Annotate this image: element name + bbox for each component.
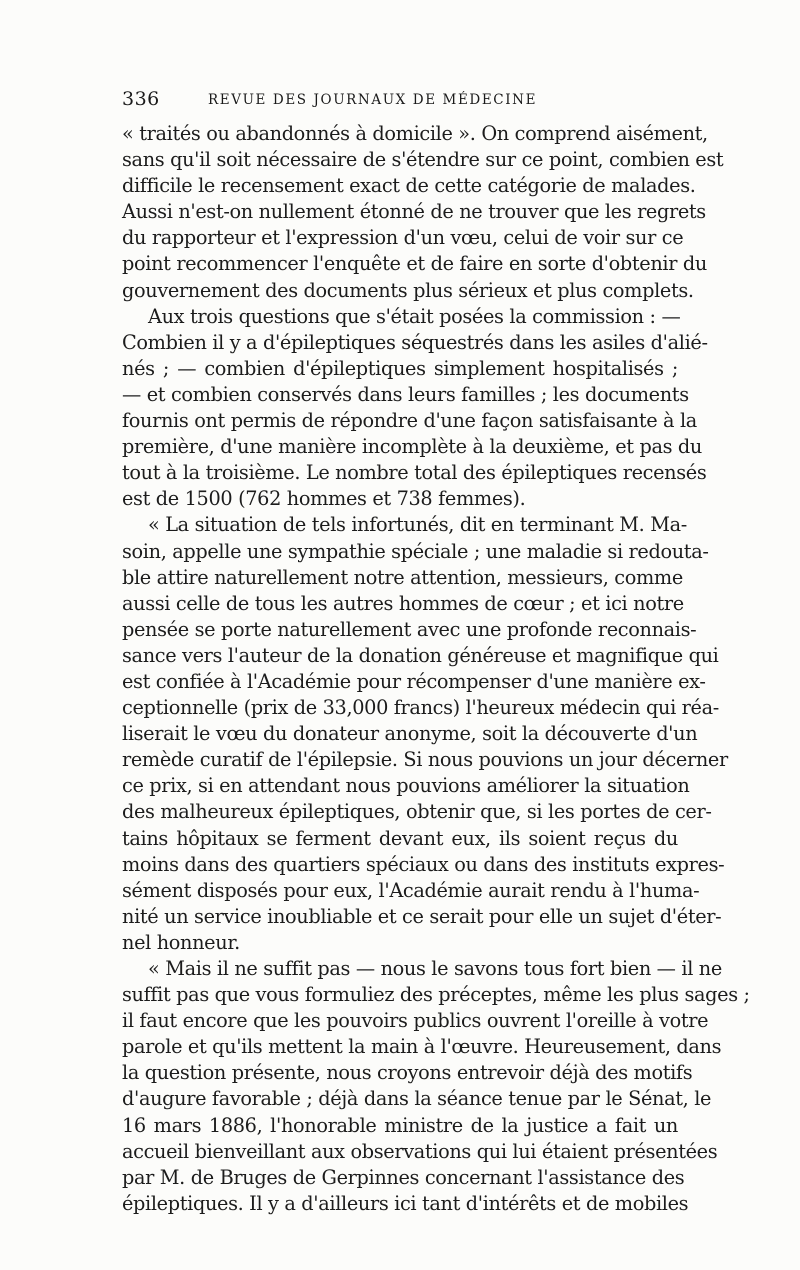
page-header [122,88,678,118]
paragraph [122,304,708,513]
text-line: pensée se porte naturellement avec une profonde reconnais- [122,617,697,641]
text-line: liserait le vœu du donateur anonyme, soit la découverte d'un [122,722,698,746]
text-line: gouvernement des documents plus sérieux et plus complets. [122,278,694,302]
text-line: accueil bienveillant aux observations qui lui étaient présentées [122,1139,718,1163]
text-line: Aussi n'est-on nullement étonné de ne trouver que les regrets [122,200,706,224]
text-line: nité un service inoubliable et ce serait pour elle un sujet d'éter- [122,904,722,928]
page-number: 336 [122,88,160,110]
text-line: sance vers l'auteur de la donation généreuse et magnifique qui [122,643,719,667]
text-line: parole et qu'ils mettent la main à l'œuvre. Heureusement, dans [122,1035,722,1059]
text-line: la question présente, nous croyons entrevoir déjà des motifs [122,1061,693,1085]
text-line: des malheureux épileptiques, obtenir que, si les portes de cer- [122,800,712,824]
paragraph [122,956,750,1217]
text-line: difficile le recensement exact de cette catégorie de malades. [122,174,696,198]
text-line: — et combien conservés dans leurs familles ; les documents [122,382,689,406]
text-line: tout à la troisième. Le nombre total des épileptiques recensés [122,461,707,485]
text-line: « traités ou abandonnés à domicile ». On comprend aisément, [122,122,708,145]
text-line: fournis ont permis de répondre d'une façon satisfaisante à la [122,409,697,433]
body-text [122,121,750,1217]
text-line: remède curatif de l'épilepsie. Si nous pouvions un jour décerner [122,748,728,772]
text-line: suffit pas que vous formuliez des préceptes, même les plus sages ; [122,983,750,1007]
text-line: sément disposés pour eux, l'Académie aurait rendu à l'huma- [122,878,700,902]
text-line: ble attire naturellement notre attention, messieurs, comme [122,565,683,589]
text-line: nés ; — combien d'épileptiques simplement hospitalisés ; [122,356,678,380]
text-line: il faut encore que les pouvoirs publics ouvrent l'oreille à votre [122,1009,709,1033]
paragraph [122,512,728,956]
text-line: par M. de Bruges de Gerpinnes concernant l'assistance des [122,1165,685,1189]
text-line: « La situation de tels infortunés, dit en terminant M. Ma- [148,513,687,537]
text-line: « Mais il ne suffit pas — nous le savons tous fort bien — il ne [148,957,722,980]
text-line: moins dans des quartiers spéciaux ou dans des instituts expres- [122,852,725,876]
text-line: d'augure favorable ; déjà dans la séance tenue par le Sénat, le [122,1087,712,1111]
text-line: nel honneur. [122,930,240,954]
text-line: première, d'une manière incomplète à la deuxième, et pas du [122,435,702,459]
text-line: Combien il y a d'épileptiques séquestrés dans les asiles d'alié- [122,330,708,354]
text-line: épileptiques. Il y a d'ailleurs ici tant d'intérêts et de mobiles [122,1191,689,1215]
text-line: point recommencer l'enquête et de faire en sorte d'obtenir du [122,252,707,276]
text-line: est de 1500 (762 hommes et 738 femmes). [122,487,526,511]
text-line: du rapporteur et l'expression d'un vœu, celui de voir sur ce [122,226,684,250]
text-line: ceptionnelle (prix de 33,000 francs) l'heureux médecin qui réa- [122,696,719,720]
text-line: sans qu'il soit nécessaire de s'étendre sur ce point, combien est [122,148,724,172]
text-line: Aux trois questions que s'était posées la commission : — [148,304,681,328]
text-line: tains hôpitaux se ferment devant eux, ils soient reçus du [122,826,678,850]
text-line: ce prix, si en attendant nous pouvions améliorer la situation [122,774,690,798]
text-line: est confiée à l'Académie pour récompenser d'une manière ex- [122,669,706,693]
running-title: REVUE DES JOURNAUX DE MÉDECINE [208,92,538,108]
text-line: soin, appelle une sympathie spéciale ; une maladie si redouta- [122,539,709,563]
text-line: aussi celle de tous les autres hommes de cœur ; et ici notre [122,591,684,615]
paragraph [122,121,724,304]
text-line: 16 mars 1886, l'honorable ministre de la justice a fait un [122,1113,678,1137]
